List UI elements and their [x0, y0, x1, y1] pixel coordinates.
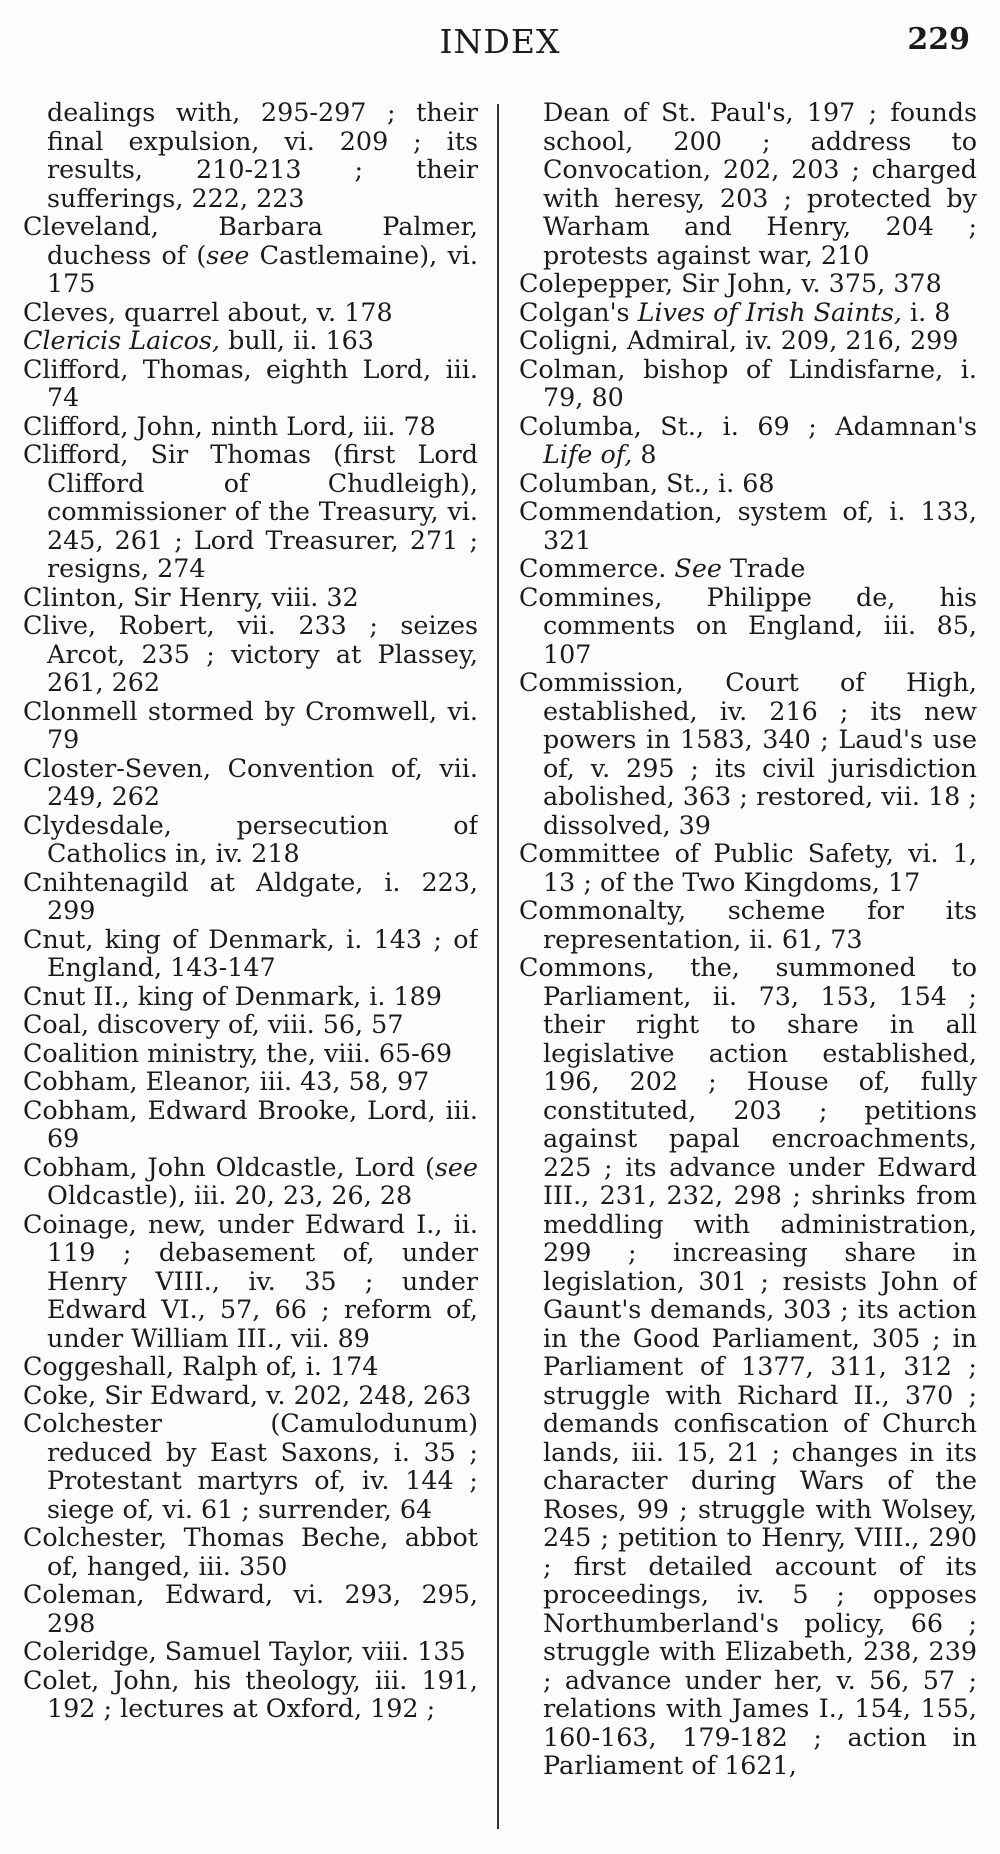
index-column-right	[519, 98, 977, 1843]
index-entry: Dean of St. Paul's, 197 ; founds school, 200 ; address to Convocation, 202, 203 ; charged with heresy, 203 ; protected by Warham and Henry, 204 ; protests against war, 210	[543, 98, 977, 270]
index-entry: Coleman, Edward, vi. 293, 295, 298	[23, 1579, 478, 1638]
index-entry: Clifford, Sir Thomas (first Lord Clifford of Chudleigh), commissioner of the Treasury, vi. 245, 261 ; Lord Treasurer, 271 ; resigns, 274	[23, 439, 478, 583]
index-entry: Commons, the, summoned to Parliament, ii. 73, 153, 154 ; their right to share in all legislative action established, 196, 202 ; House of, fully constituted, 203 ; petitions against papal encroachments, 225 ; its advance under Edward III., 231, 232, 298 ; shrinks from meddling with administration, 299 ; increasing share in legislation, 301 ; resists John of Gaunt's demands, 303 ; its action in the Good Parliament, 305 ; in Parliament of 1377, 311, 312 ; struggle with Richard II., 370 ; demands confiscation of Church lands, iii. 15, 21 ; changes in its character during Wars of the Roses, 99 ; struggle with Wolsey, 245 ; petition to Henry, VIII., 290 ; first detailed account of its proceedings, iv. 5 ; opposes Northumberland's policy, 66 ; struggle with Elizabeth, 238, 239 ; advance under her, v. 56, 57 ; relations with James I., 154, 155, 160-163, 179-182 ; action in Parliament of 1621,	[519, 952, 977, 1780]
index-entry: Coke, Sir Edward, v. 202, 248, 263	[23, 1379, 472, 1410]
index-entry: Commines, Philippe de, his comments on England, iii. 85, 107	[519, 581, 977, 669]
index-entry: Cnut II., king of Denmark, i. 189	[23, 980, 442, 1011]
index-entry: Coggeshall, Ralph of, i. 174	[23, 1351, 379, 1381]
index-entry: Commerce. See Trade	[519, 553, 806, 583]
index-entry: Cnut, king of Denmark, i. 143 ; of England, 143-147	[23, 923, 478, 982]
index-entry: Committee of Public Safety, vi. 1, 13 ; of the Two Kingdoms, 17	[519, 838, 977, 897]
index-entry: Clifford, John, ninth Lord, iii. 78	[23, 410, 436, 441]
index-entry: Commission, Court of High, established, iv. 216 ; its new powers in 1583, 340 ; Laud's use of, v. 295 ; its civil jurisdiction abolished, 363 ; restored, vii. 18 ; dissolved, 39	[519, 667, 977, 840]
index-entry: Cleveland, Barbara Palmer, duchess of (see Castlemaine), vi. 175	[23, 211, 478, 298]
index-entry: Colchester, Thomas Beche, abbot of, hanged, iii. 350	[23, 1522, 478, 1581]
index-entry: Commendation, system of, i. 133, 321	[519, 496, 977, 555]
page-number: 229	[907, 22, 970, 57]
index-entry: Coal, discovery of, viii. 56, 57	[23, 1009, 404, 1039]
index-entry: Cnihtenagild at Aldgate, i. 223, 299	[23, 866, 478, 925]
index-entry: Clydesdale, persecution of Catholics in, iv. 218	[23, 809, 478, 868]
index-entry: Clinton, Sir Henry, viii. 32	[23, 581, 359, 612]
index-entry: Closter-Seven, Convention of, vii. 249, 262	[23, 752, 478, 811]
page-header	[0, 22, 1000, 68]
index-entry: Cobham, Eleanor, iii. 43, 58, 97	[23, 1066, 430, 1096]
index-entry: Clifford, Thomas, eighth Lord, iii. 74	[23, 353, 478, 412]
index-entry: Cobham, Edward Brooke, Lord, iii. 69	[23, 1094, 478, 1153]
index-column-left	[23, 98, 478, 1843]
page-title: INDEX	[439, 22, 561, 61]
index-entry: dealings with, 295-297 ; their final expulsion, vi. 209 ; its results, 210-213 ; their sufferings, 222, 223	[47, 98, 478, 213]
column-divider	[497, 104, 499, 1829]
index-entry: Commonalty, scheme for its representation, ii. 61, 73	[519, 895, 977, 954]
index-entry: Colchester (Camulodunum) reduced by East Saxons, i. 35 ; Protestant martyrs of, iv. 144 ; siege of, vi. 61 ; surrender, 64	[23, 1408, 478, 1524]
index-entry: Cobham, John Oldcastle, Lord (see Oldcastle), iii. 20, 23, 26, 28	[23, 1151, 478, 1210]
index-entry: Colepepper, Sir John, v. 375, 378	[519, 268, 942, 298]
index-entry: Coligni, Admiral, iv. 209, 216, 299	[519, 325, 959, 355]
index-entry: Colgan's Lives of Irish Saints, i. 8	[519, 296, 951, 327]
index-entry: Colman, bishop of Lindisfarne, i. 79, 80	[519, 353, 977, 412]
index-entry: Columba, St., i. 69 ; Adamnan's Life of, 8	[519, 410, 977, 469]
index-entry: Colet, John, his theology, iii. 191, 192 ; lectures at Oxford, 192 ;	[23, 1664, 478, 1723]
index-entry: Coalition ministry, the, viii. 65-69	[23, 1037, 453, 1068]
index-entry: Cleves, quarrel about, v. 178	[23, 296, 393, 327]
index-entry: Columban, St., i. 68	[519, 467, 775, 498]
index-entry: Clonmell stormed by Cromwell, vi. 79	[23, 695, 478, 754]
index-entry: Clericis Laicos, bull, ii. 163	[23, 325, 374, 355]
index-entry: Coinage, new, under Edward I., ii. 119 ; debasement of, under Henry VIII., iv. 35 ; under Edward VI., 57, 66 ; reform of, under William III., vii. 89	[23, 1208, 478, 1353]
index-entry: Clive, Robert, vii. 233 ; seizes Arcot, 235 ; victory at Plassey, 261, 262	[23, 610, 478, 697]
index-entry: Coleridge, Samuel Taylor, viii. 135	[23, 1636, 466, 1666]
